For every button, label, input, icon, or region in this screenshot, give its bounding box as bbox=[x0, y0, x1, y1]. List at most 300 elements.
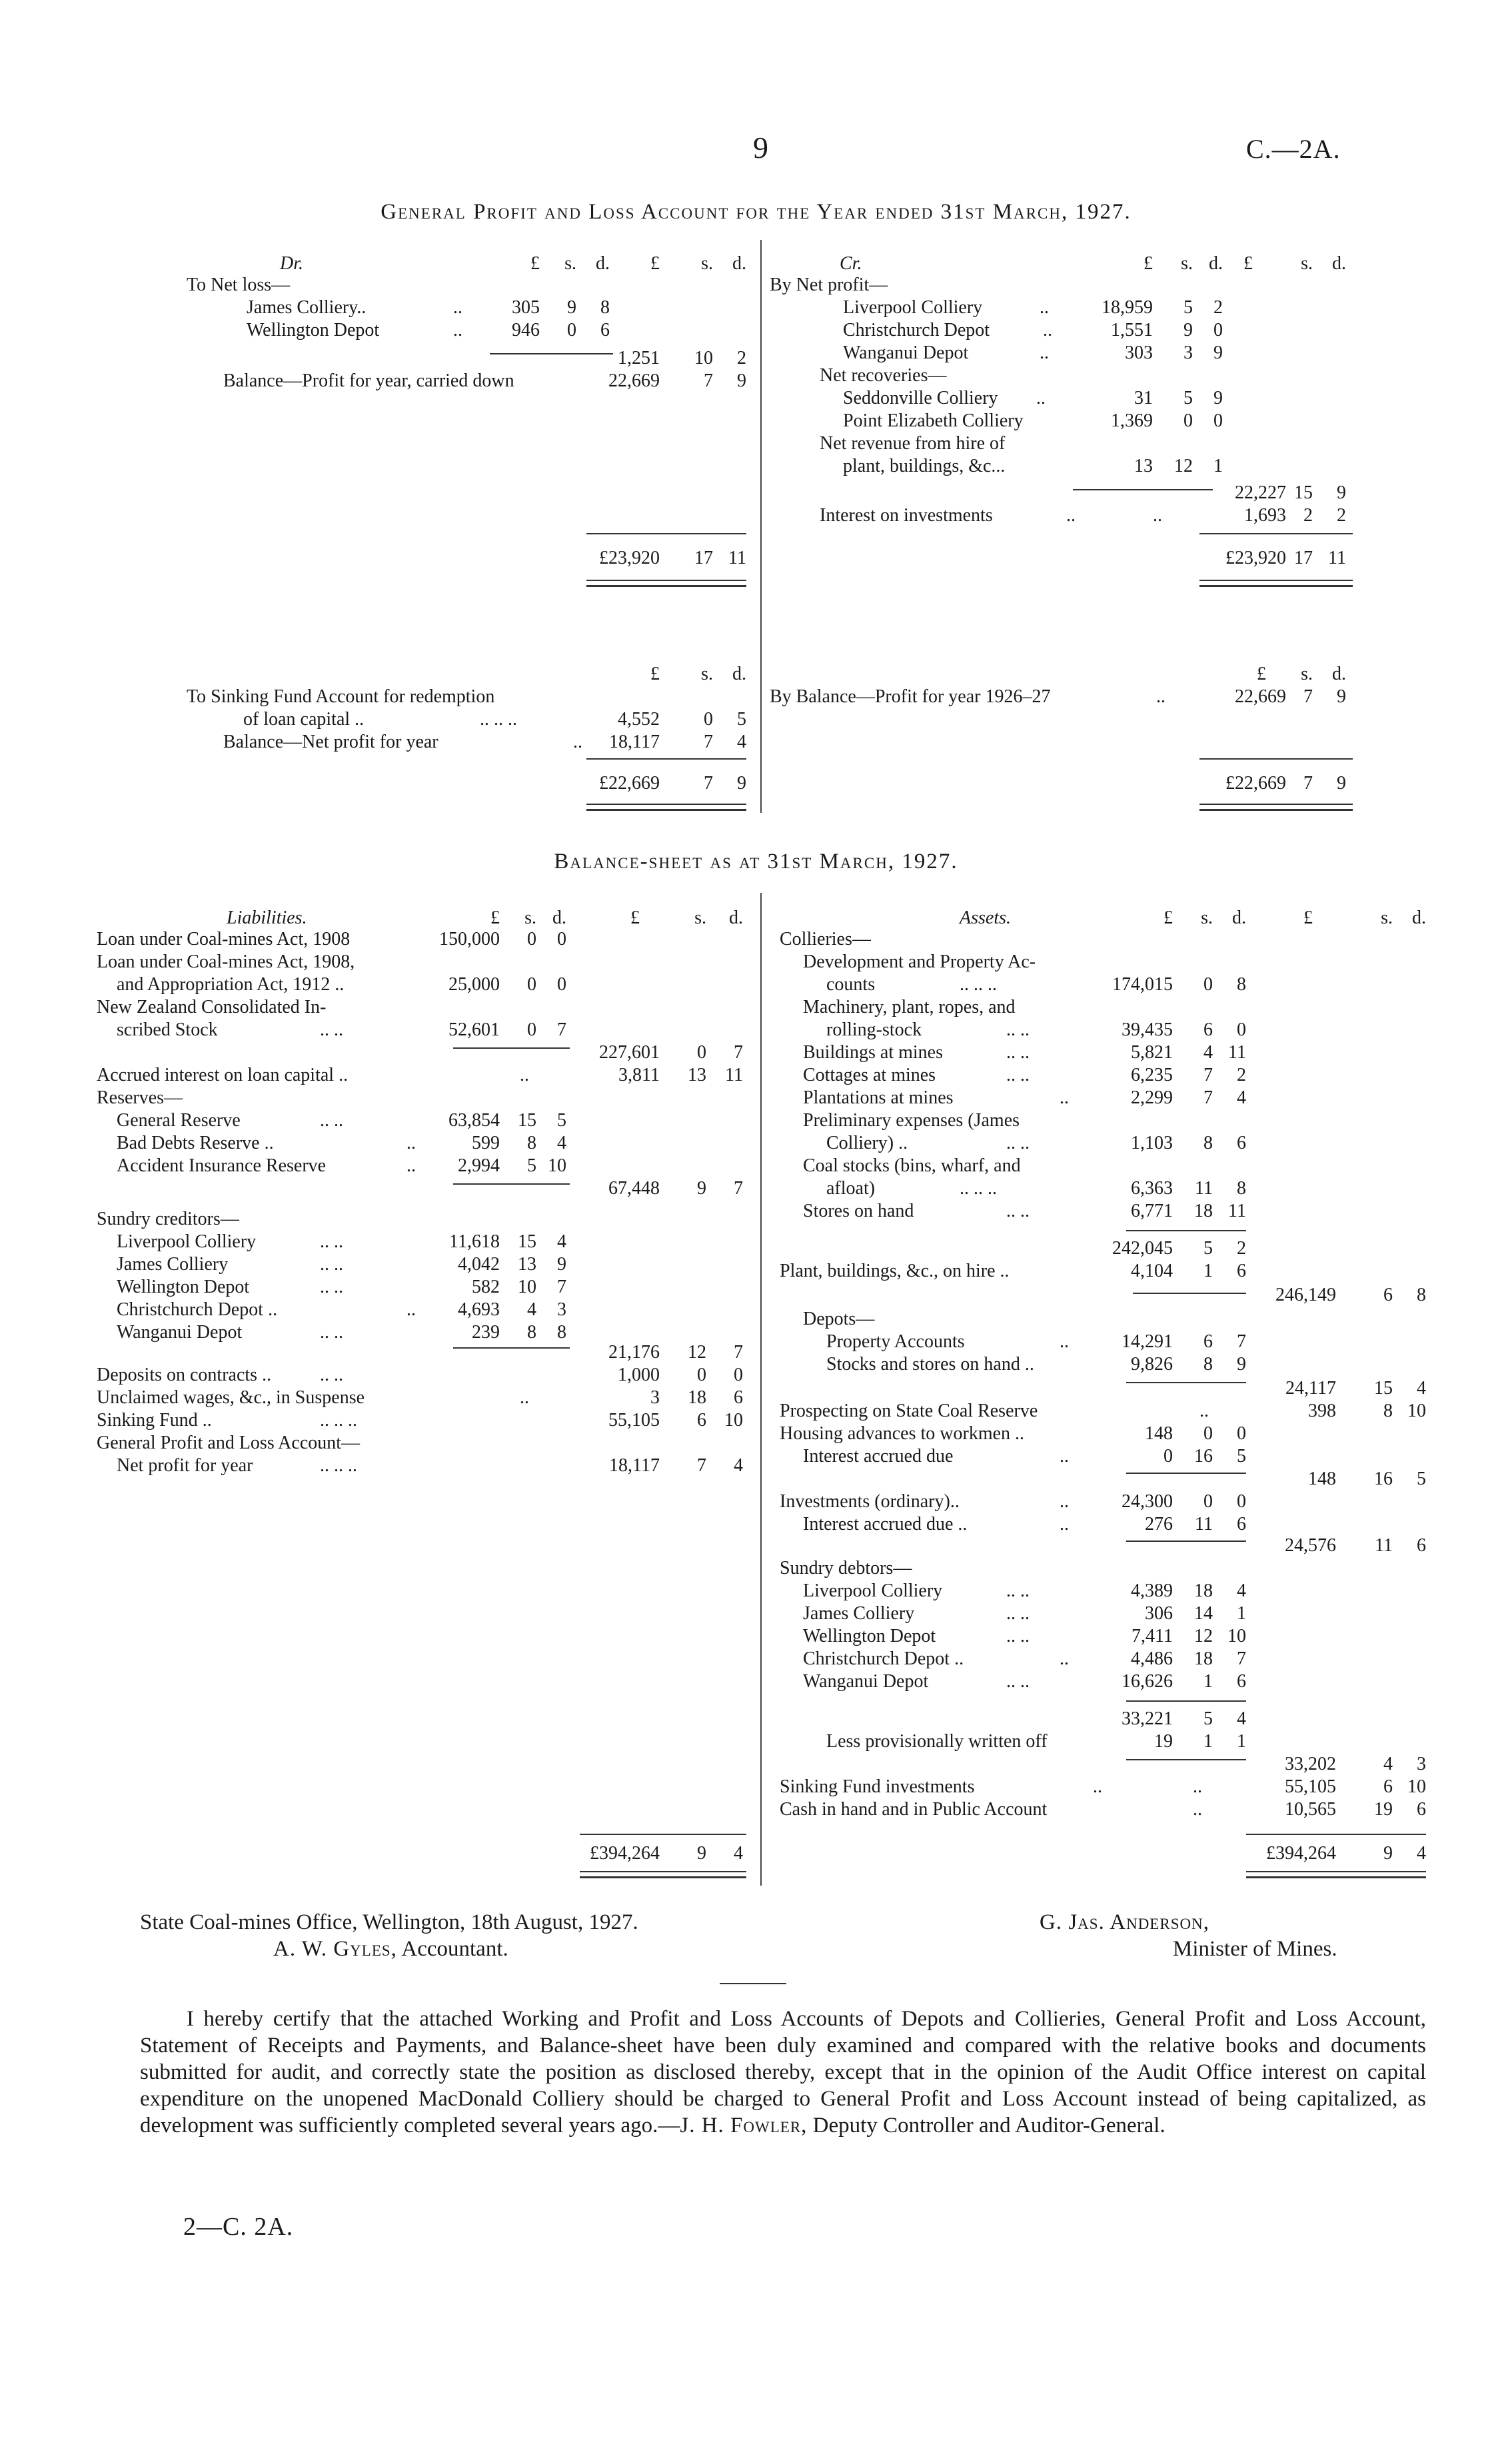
separator-rule bbox=[720, 1983, 786, 1984]
leader-dots: .. .. .. bbox=[960, 1178, 997, 1199]
col-head: d. bbox=[596, 253, 610, 274]
col-head: s. bbox=[1381, 908, 1393, 928]
pounds: 246,149 bbox=[1275, 1285, 1336, 1305]
col-head: d. bbox=[729, 908, 743, 928]
pence: 11 bbox=[1228, 1042, 1246, 1063]
pounds: 174,015 bbox=[1112, 974, 1173, 995]
row-label: Plant, buildings, &c., on hire .. bbox=[780, 1261, 1010, 1281]
row-label: plant, buildings, &c... bbox=[843, 456, 1006, 476]
subtotal-rule bbox=[453, 1183, 570, 1185]
row-label: Liverpool Colliery bbox=[803, 1580, 943, 1601]
leader-dots: .. .. bbox=[320, 1254, 343, 1275]
shillings: 12 bbox=[688, 1342, 706, 1363]
row-label: Net profit for year bbox=[117, 1455, 253, 1476]
row-label: counts bbox=[826, 974, 876, 995]
leader-dots: .. .. bbox=[320, 1231, 343, 1252]
pence: 5 bbox=[1237, 1446, 1246, 1467]
pence: 7 bbox=[1237, 1331, 1246, 1352]
leader-dots: .. bbox=[1060, 1648, 1069, 1669]
row-label: Plantations at mines bbox=[803, 1087, 954, 1108]
pence: 0 bbox=[1237, 1423, 1246, 1444]
col-head: s. bbox=[1301, 664, 1313, 684]
row-label: Development and Property Ac- bbox=[803, 951, 1036, 972]
row-label: Interest on investments bbox=[820, 505, 993, 526]
pounds: 22,227 bbox=[1235, 482, 1286, 503]
row-label: Cash in hand and in Public Account bbox=[780, 1799, 1048, 1820]
col-head: d. bbox=[1412, 908, 1426, 928]
row-label: James Colliery bbox=[117, 1254, 229, 1275]
pounds: 11,618 bbox=[449, 1231, 500, 1252]
shillings: 1 bbox=[1203, 1731, 1213, 1752]
pence: 10 bbox=[724, 1410, 743, 1431]
leader-dots: .. .. bbox=[1006, 1671, 1030, 1692]
pence: 4 bbox=[1417, 1843, 1426, 1864]
signature-mark: 2—C. 2A. bbox=[183, 2213, 294, 2241]
pence: 9 bbox=[737, 773, 746, 794]
row-label: New Zealand Consolidated In- bbox=[97, 997, 327, 1017]
pence: 4 bbox=[737, 732, 746, 752]
row-label: Interest accrued due .. bbox=[803, 1514, 968, 1535]
pence: 6 bbox=[734, 1387, 743, 1408]
collieries: Collieries— bbox=[780, 929, 871, 949]
pounds: 4,693 bbox=[458, 1299, 500, 1320]
pl-title: General Profit and Loss Account for the Year ended 31st March, 1927. bbox=[380, 200, 1132, 224]
shillings: 7 bbox=[704, 732, 713, 752]
leader-dots: .. .. bbox=[1006, 1065, 1030, 1085]
pounds: £394,264 bbox=[1266, 1843, 1336, 1864]
row-label: To Sinking Fund Account for redemption bbox=[187, 686, 495, 707]
pence: 7 bbox=[734, 1342, 743, 1363]
total-double-rule bbox=[580, 1871, 746, 1878]
row-label: Wanganui Depot bbox=[843, 342, 969, 363]
leader-dots: .. .. bbox=[320, 1322, 343, 1343]
row-label: Balance—Profit for year, carried down bbox=[223, 370, 514, 391]
pence: 3 bbox=[557, 1299, 566, 1320]
pounds: 6,363 bbox=[1131, 1178, 1173, 1199]
total-double-rule bbox=[586, 804, 746, 811]
total-rule bbox=[1199, 758, 1353, 760]
row-label: Property Accounts bbox=[826, 1331, 965, 1352]
shillings: 11 bbox=[1375, 1535, 1393, 1556]
row-label: Investments (ordinary).. bbox=[780, 1491, 960, 1512]
row-label: Liverpool Colliery bbox=[843, 297, 983, 318]
pence: 6 bbox=[600, 320, 610, 340]
shillings: 18 bbox=[1194, 1201, 1213, 1221]
shillings: 8 bbox=[527, 1322, 536, 1343]
shillings: 7 bbox=[1203, 1087, 1213, 1108]
pounds: 305 bbox=[512, 297, 540, 318]
total-double-rule bbox=[1199, 804, 1353, 811]
leader-dots: .. .. bbox=[320, 1365, 343, 1385]
row-label: Sinking Fund investments bbox=[780, 1776, 975, 1797]
pence: 11 bbox=[725, 1065, 743, 1085]
shillings: 6 bbox=[1383, 1776, 1393, 1797]
minister-name: G. Jas. Anderson, bbox=[1040, 1910, 1209, 1934]
subtotal-rule bbox=[453, 1047, 570, 1049]
leader-dots: .. bbox=[1199, 1401, 1209, 1421]
pence: 0 bbox=[557, 929, 566, 949]
col-head: £ bbox=[650, 253, 660, 274]
accountant-line bbox=[273, 1936, 508, 1962]
pounds: 1,000 bbox=[618, 1365, 660, 1385]
col-head: s. bbox=[701, 664, 713, 684]
shillings: 0 bbox=[1183, 410, 1193, 431]
pence: 0 bbox=[1213, 410, 1223, 431]
leader-dots: .. bbox=[1040, 342, 1049, 363]
shillings: 5 bbox=[1203, 1238, 1213, 1259]
row-label: General Profit and Loss Account— bbox=[97, 1433, 361, 1453]
to-net-loss: To Net loss— bbox=[187, 275, 291, 295]
row-label: Less provisionally written off bbox=[826, 1731, 1048, 1752]
shillings: 9 bbox=[567, 297, 576, 318]
shillings: 13 bbox=[518, 1254, 536, 1275]
col-head: s. bbox=[524, 908, 536, 928]
shillings: 15 bbox=[518, 1110, 536, 1131]
pounds: £23,920 bbox=[599, 548, 660, 568]
shillings: 0 bbox=[704, 709, 713, 730]
shillings: 5 bbox=[527, 1155, 536, 1176]
pounds: £394,264 bbox=[590, 1843, 660, 1864]
leader-dots: .. .. bbox=[1006, 1201, 1030, 1221]
minister-title: Minister of Mines. bbox=[1173, 1937, 1337, 1961]
row-label: Loan under Coal-mines Act, 1908, bbox=[97, 951, 355, 972]
pounds: 148 bbox=[1145, 1423, 1173, 1444]
shillings: 10 bbox=[518, 1277, 536, 1297]
row-label: Sinking Fund .. bbox=[97, 1410, 212, 1431]
pounds: 4,552 bbox=[618, 709, 660, 730]
pence: 5 bbox=[737, 709, 746, 730]
row-label: afloat) bbox=[826, 1178, 876, 1199]
pence: 6 bbox=[1237, 1671, 1246, 1692]
pence: 9 bbox=[737, 370, 746, 391]
col-head: £ bbox=[630, 908, 640, 928]
shillings: 18 bbox=[688, 1387, 706, 1408]
shillings: 11 bbox=[1195, 1514, 1213, 1535]
pence: 10 bbox=[1407, 1401, 1426, 1421]
pounds: 150,000 bbox=[439, 929, 500, 949]
sundry-debtors: Sundry debtors— bbox=[780, 1558, 912, 1578]
leader-dots: .. bbox=[406, 1133, 416, 1153]
pence: 10 bbox=[548, 1155, 566, 1176]
row-label: Wellington Depot bbox=[803, 1626, 936, 1646]
leader-dots: .. .. bbox=[1006, 1626, 1030, 1646]
pounds: 10,565 bbox=[1285, 1799, 1336, 1820]
col-head: s. bbox=[1301, 253, 1313, 274]
pounds: 239 bbox=[472, 1322, 500, 1343]
row-label: Christchurch Depot .. bbox=[803, 1648, 964, 1669]
pence: 5 bbox=[557, 1110, 566, 1131]
certificate-signer: J. H. Fowler, bbox=[680, 2114, 808, 2138]
page-number: 9 bbox=[753, 131, 768, 165]
shillings: 1 bbox=[1203, 1261, 1213, 1281]
pence: 4 bbox=[1237, 1087, 1246, 1108]
row-label: Seddonville Colliery bbox=[843, 388, 998, 408]
pounds: 6,771 bbox=[1131, 1201, 1173, 1221]
shillings: 0 bbox=[697, 1365, 706, 1385]
pence: 9 bbox=[1337, 686, 1346, 707]
pounds: 14,291 bbox=[1122, 1331, 1173, 1352]
shillings: 8 bbox=[1203, 1133, 1213, 1153]
pounds: 1,369 bbox=[1111, 410, 1153, 431]
bs-title: Balance-sheet as at 31st March, 1927. bbox=[554, 850, 958, 874]
subtotal-rule bbox=[1126, 1700, 1246, 1702]
pence: 2 bbox=[1237, 1065, 1246, 1085]
row-label: James Colliery.. bbox=[247, 297, 367, 318]
pounds: 306 bbox=[1145, 1603, 1173, 1624]
total-rule bbox=[1199, 533, 1353, 534]
pence: 7 bbox=[734, 1042, 743, 1063]
pence: 6 bbox=[1237, 1514, 1246, 1535]
subtotal-rule bbox=[1073, 489, 1213, 490]
pence: 0 bbox=[557, 974, 566, 995]
col-head: d. bbox=[1332, 253, 1346, 274]
leader-dots: .. bbox=[1060, 1446, 1069, 1467]
row-label: Stocks and stores on hand .. bbox=[826, 1354, 1034, 1375]
shillings: 18 bbox=[1194, 1580, 1213, 1601]
pounds: 33,202 bbox=[1285, 1754, 1336, 1774]
pounds: 21,176 bbox=[608, 1342, 660, 1363]
row-label: scribed Stock bbox=[117, 1019, 218, 1040]
pounds: 3,811 bbox=[618, 1065, 660, 1085]
col-head: £ bbox=[650, 664, 660, 684]
row-label: rolling-stock bbox=[826, 1019, 922, 1040]
pounds: 4,389 bbox=[1131, 1580, 1173, 1601]
leader-dots: .. bbox=[1060, 1514, 1069, 1535]
pence: 0 bbox=[734, 1365, 743, 1385]
leader-dots: .. bbox=[573, 732, 582, 752]
pence: 9 bbox=[557, 1254, 566, 1275]
pounds: 67,448 bbox=[608, 1178, 660, 1199]
col-head: d. bbox=[732, 253, 746, 274]
leader-dots: .. bbox=[1060, 1331, 1069, 1352]
row-label: Accrued interest on loan capital .. bbox=[97, 1065, 349, 1085]
pounds: 1,693 bbox=[1244, 505, 1286, 526]
col-head: £ bbox=[1143, 253, 1153, 274]
leader-dots: .. bbox=[1193, 1799, 1202, 1820]
row-label: Coal stocks (bins, wharf, and bbox=[803, 1155, 1021, 1176]
col-head: £ bbox=[490, 908, 500, 928]
shillings: 13 bbox=[688, 1065, 706, 1085]
pence: 6 bbox=[1237, 1133, 1246, 1153]
leader-dots: .. bbox=[1066, 505, 1076, 526]
pence: 0 bbox=[1213, 320, 1223, 340]
total-rule bbox=[586, 758, 746, 760]
row-label: Balance—Net profit for year bbox=[223, 732, 438, 752]
row-label: General Reserve bbox=[117, 1110, 241, 1131]
accountant-title: Accountant. bbox=[401, 1937, 508, 1961]
pence: 0 bbox=[1237, 1019, 1246, 1040]
leader-dots: .. bbox=[406, 1299, 416, 1320]
row-label: Housing advances to workmen .. bbox=[780, 1423, 1025, 1444]
pounds: 9,826 bbox=[1131, 1354, 1173, 1375]
pounds: 24,117 bbox=[1285, 1378, 1336, 1399]
row-label: James Colliery bbox=[803, 1603, 915, 1624]
leader-dots: .. bbox=[1193, 1776, 1202, 1797]
pounds: 3 bbox=[650, 1387, 660, 1408]
leader-dots: .. bbox=[1093, 1776, 1102, 1797]
pence: 7 bbox=[557, 1277, 566, 1297]
leader-dots: .. bbox=[453, 297, 462, 318]
row-label: and Appropriation Act, 1912 .. bbox=[117, 974, 345, 995]
shillings: 0 bbox=[1203, 1491, 1213, 1512]
row-label: Cottages at mines bbox=[803, 1065, 936, 1085]
shillings: 8 bbox=[1383, 1401, 1393, 1421]
leader-dots: .. .. .. bbox=[960, 974, 997, 995]
col-head: s. bbox=[701, 253, 713, 274]
shillings: 17 bbox=[694, 548, 713, 568]
shillings: 9 bbox=[1383, 1843, 1393, 1864]
certificate-signer-title: Deputy Controller and Auditor-General. bbox=[812, 2114, 1165, 2138]
pence: 8 bbox=[1237, 1178, 1246, 1199]
shillings: 17 bbox=[1294, 548, 1313, 568]
col-head: £ bbox=[1243, 253, 1253, 274]
leader-dots: .. .. bbox=[1006, 1580, 1030, 1601]
shillings: 6 bbox=[1203, 1331, 1213, 1352]
shillings: 16 bbox=[1374, 1469, 1393, 1489]
pence: 9 bbox=[1213, 342, 1223, 363]
shillings: 9 bbox=[697, 1843, 706, 1864]
subtotal-rule bbox=[1126, 1230, 1246, 1231]
shillings: 5 bbox=[1183, 388, 1193, 408]
pounds: 18,117 bbox=[609, 732, 660, 752]
leader-dots: .. .. .. bbox=[480, 709, 517, 730]
row-label: Net revenue from hire of bbox=[820, 433, 1006, 454]
col-head: d. bbox=[552, 908, 566, 928]
liabilities-head: Liabilities. bbox=[227, 908, 307, 928]
reserves: Reserves— bbox=[97, 1087, 183, 1108]
certificate-text: I hereby certify that the attached Working and Profit and Loss Accounts of Depots and Collieries, General Profit and Loss Account, Statement of Receipts and Payments, and Balance-sheet have been duly examined and compared with the relative books and documents submitted for audit, and correctly state the position as disclosed thereby, except that in the opinion of the Audit Office interest on capital expenditure on the unopened MacDonald Colliery should be charged to General Profit and Loss Account instead of being capitalized, as development was sufficiently completed several years ago.— bbox=[140, 2007, 1426, 2138]
pounds: 6,235 bbox=[1131, 1065, 1173, 1085]
shillings: 7 bbox=[697, 1455, 706, 1476]
pence: 2 bbox=[1213, 297, 1223, 318]
pounds: 31 bbox=[1134, 388, 1153, 408]
pence: 4 bbox=[1237, 1580, 1246, 1601]
row-label: Deposits on contracts .. bbox=[97, 1365, 272, 1385]
pence: 6 bbox=[1417, 1535, 1426, 1556]
pounds: 1,551 bbox=[1111, 320, 1153, 340]
shillings: 15 bbox=[1294, 482, 1313, 503]
pounds: 22,669 bbox=[1235, 686, 1286, 707]
pounds: 63,854 bbox=[448, 1110, 500, 1131]
col-head: d. bbox=[732, 664, 746, 684]
pounds: 148 bbox=[1308, 1469, 1336, 1489]
shillings: 14 bbox=[1194, 1603, 1213, 1624]
row-label: Wanganui Depot bbox=[117, 1322, 243, 1343]
pence: 11 bbox=[728, 548, 746, 568]
row-label: Liverpool Colliery bbox=[117, 1231, 257, 1252]
col-head: s. bbox=[1181, 253, 1193, 274]
shillings: 0 bbox=[697, 1042, 706, 1063]
pence: 3 bbox=[1417, 1754, 1426, 1774]
pence: 8 bbox=[1417, 1285, 1426, 1305]
by-net-profit: By Net profit— bbox=[770, 275, 888, 295]
shillings: 2 bbox=[1303, 505, 1313, 526]
shillings: 6 bbox=[1203, 1019, 1213, 1040]
pounds: 52,601 bbox=[448, 1019, 500, 1040]
pence: 7 bbox=[734, 1178, 743, 1199]
pounds: 5,821 bbox=[1131, 1042, 1173, 1063]
shillings: 15 bbox=[1374, 1378, 1393, 1399]
total-rule bbox=[580, 1834, 746, 1835]
row-label: Wanganui Depot bbox=[803, 1671, 929, 1692]
pence: 4 bbox=[1417, 1378, 1426, 1399]
pounds: 39,435 bbox=[1122, 1019, 1173, 1040]
pence: 9 bbox=[1213, 388, 1223, 408]
pounds: 2,299 bbox=[1131, 1087, 1173, 1108]
pounds: 55,105 bbox=[608, 1410, 660, 1431]
total-double-rule bbox=[586, 580, 746, 587]
sundry-creditors: Sundry creditors— bbox=[97, 1209, 239, 1229]
shillings: 12 bbox=[1174, 456, 1193, 476]
col-head: s. bbox=[564, 253, 576, 274]
row-label: Point Elizabeth Colliery bbox=[843, 410, 1024, 431]
pence: 5 bbox=[1417, 1469, 1426, 1489]
shillings: 7 bbox=[704, 773, 713, 794]
col-head: £ bbox=[1303, 908, 1313, 928]
shillings: 5 bbox=[1183, 297, 1193, 318]
leader-dots: .. bbox=[406, 1155, 416, 1176]
office-line: State Coal-mines Office, Wellington, 18th August, 1927. bbox=[140, 1910, 638, 1934]
leader-dots: .. bbox=[453, 320, 462, 340]
subtotal-rule bbox=[453, 1347, 570, 1349]
audit-certificate bbox=[140, 2006, 1426, 2139]
pl-divider bbox=[760, 240, 762, 813]
shillings: 9 bbox=[1183, 320, 1193, 340]
shillings: 18 bbox=[1194, 1648, 1213, 1669]
shillings: 0 bbox=[527, 1019, 536, 1040]
dr-label: Dr. bbox=[280, 253, 304, 274]
pounds: 242,045 bbox=[1112, 1238, 1173, 1259]
pounds: 24,576 bbox=[1285, 1535, 1336, 1556]
pence: 4 bbox=[557, 1231, 566, 1252]
leader-dots: .. bbox=[1153, 505, 1162, 526]
shillings: 16 bbox=[1194, 1446, 1213, 1467]
leader-dots: .. .. bbox=[320, 1277, 343, 1297]
pounds: 4,042 bbox=[458, 1254, 500, 1275]
row-label: Accident Insurance Reserve bbox=[117, 1155, 327, 1176]
leader-dots: .. .. bbox=[1006, 1042, 1030, 1063]
shillings: 8 bbox=[527, 1133, 536, 1153]
leader-dots: .. .. bbox=[320, 1019, 343, 1040]
pounds: £23,920 bbox=[1225, 548, 1286, 568]
total-rule bbox=[586, 533, 746, 534]
shillings: 4 bbox=[527, 1299, 536, 1320]
leader-dots: .. bbox=[1043, 320, 1052, 340]
pounds: 1,103 bbox=[1131, 1133, 1173, 1153]
pounds: 18,117 bbox=[609, 1455, 660, 1476]
col-head: £ bbox=[1257, 664, 1266, 684]
pounds: 582 bbox=[472, 1277, 500, 1297]
pence: 2 bbox=[1337, 505, 1346, 526]
shillings: 0 bbox=[527, 929, 536, 949]
shillings: 9 bbox=[697, 1178, 706, 1199]
total-double-rule bbox=[1246, 1871, 1426, 1878]
pence: 9 bbox=[1337, 773, 1346, 794]
pounds: 4,486 bbox=[1131, 1648, 1173, 1669]
leader-dots: .. bbox=[520, 1065, 529, 1085]
shillings: 3 bbox=[1183, 342, 1193, 363]
pence: 9 bbox=[1237, 1354, 1246, 1375]
shillings: 1 bbox=[1203, 1671, 1213, 1692]
leader-dots: .. .. bbox=[1006, 1019, 1030, 1040]
shillings: 0 bbox=[1203, 1423, 1213, 1444]
pence: 10 bbox=[1407, 1776, 1426, 1797]
pounds: 398 bbox=[1308, 1401, 1336, 1421]
row-label: of loan capital .. bbox=[243, 709, 365, 730]
leader-dots: .. .. bbox=[320, 1110, 343, 1131]
pounds: 7,411 bbox=[1132, 1626, 1173, 1646]
pence: 2 bbox=[1237, 1238, 1246, 1259]
